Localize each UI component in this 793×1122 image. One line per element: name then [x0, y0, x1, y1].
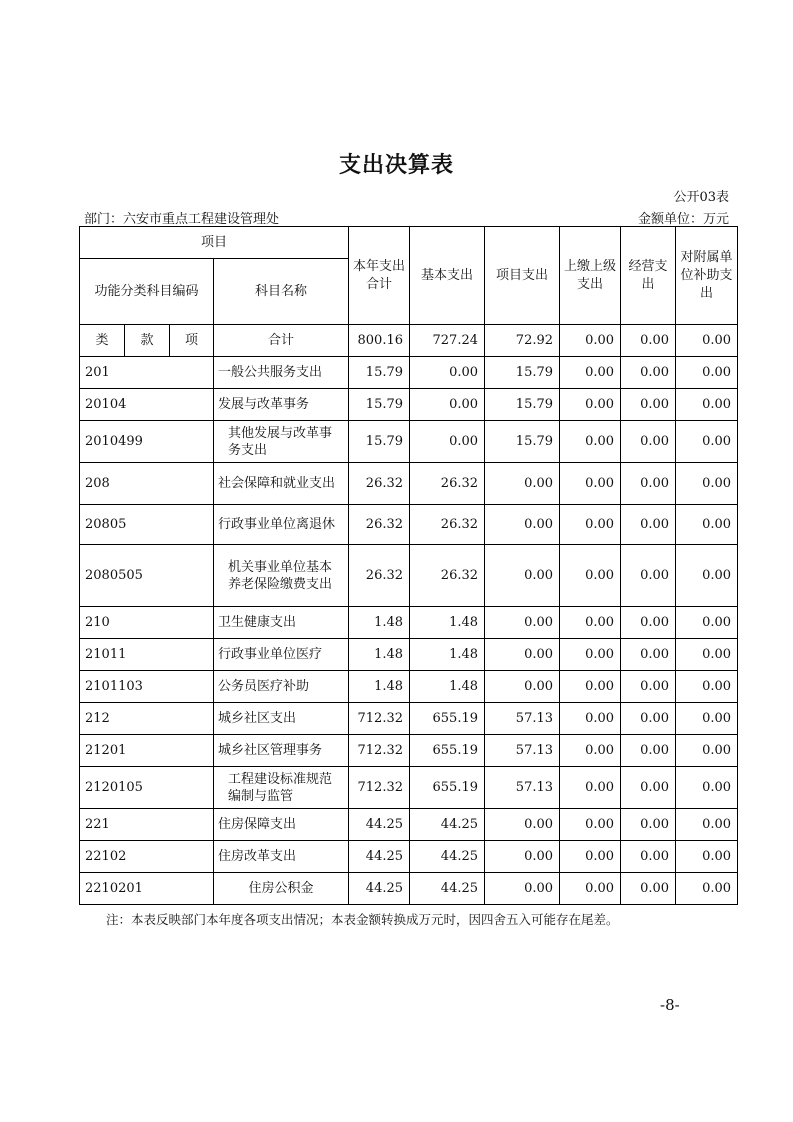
amount-cell: 0.00	[485, 639, 560, 671]
amount-cell: 0.00	[676, 671, 738, 703]
table-row	[80, 639, 738, 671]
amount-cell: 0.00	[560, 389, 621, 421]
amount-cell: 0.00	[410, 389, 485, 421]
amount-cell: 1.48	[349, 639, 410, 671]
subject-name: 社会保障和就业支出	[214, 463, 349, 505]
amount-cell: 0.00	[560, 735, 621, 767]
subject-code: 21201	[80, 735, 214, 767]
subject-code: 2080505	[80, 545, 214, 607]
amount-cell: 0.00	[676, 421, 738, 463]
amount-cell: 0.00	[676, 505, 738, 545]
subject-name: 卫生健康支出	[214, 607, 349, 639]
subject-name: 公务员医疗补助	[214, 671, 349, 703]
table-row	[80, 607, 738, 639]
total-row	[80, 325, 738, 357]
amount-cell: 1.48	[349, 607, 410, 639]
table-row	[80, 767, 738, 809]
subject-code: 221	[80, 809, 214, 841]
amount-cell: 0.00	[621, 505, 676, 545]
amount-cell: 15.79	[485, 389, 560, 421]
subject-name: 城乡社区支出	[214, 703, 349, 735]
table-row	[80, 389, 738, 421]
header-cat: 类	[80, 325, 125, 357]
amount-cell: 0.00	[560, 873, 621, 905]
table-row	[80, 703, 738, 735]
amount-cell: 0.00	[560, 463, 621, 505]
amount-cell: 0.00	[410, 357, 485, 389]
amount-cell: 44.25	[410, 809, 485, 841]
amount-cell: 0.00	[560, 767, 621, 809]
amount-cell: 712.32	[349, 735, 410, 767]
header-project-exp: 项目支出	[485, 227, 560, 325]
amount-cell: 0.00	[485, 873, 560, 905]
amount-cell: 0.00	[676, 463, 738, 505]
amount-cell: 655.19	[410, 767, 485, 809]
amount-cell: 1.48	[410, 639, 485, 671]
amount-cell: 1.48	[410, 671, 485, 703]
amount-cell: 712.32	[349, 703, 410, 735]
total-cell: 727.24	[410, 325, 485, 357]
amount-cell: 0.00	[676, 767, 738, 809]
table-note: 注：本表反映部门本年度各项支出情况；本表金额转换成万元时，因四舍五入可能存在尾差。	[106, 912, 619, 927]
subject-code: 201	[80, 357, 214, 389]
amount-cell: 15.79	[485, 421, 560, 463]
amount-cell: 0.00	[560, 809, 621, 841]
amount-cell: 0.00	[676, 639, 738, 671]
amount-cell: 0.00	[621, 463, 676, 505]
table-row	[80, 421, 738, 463]
amount-cell: 0.00	[560, 841, 621, 873]
subject-code: 20805	[80, 505, 214, 545]
subject-code: 22102	[80, 841, 214, 873]
amount-cell: 0.00	[560, 607, 621, 639]
amount-cell: 26.32	[410, 505, 485, 545]
amount-cell: 0.00	[676, 873, 738, 905]
amount-cell: 0.00	[676, 735, 738, 767]
amount-cell: 0.00	[621, 767, 676, 809]
amount-cell: 0.00	[621, 639, 676, 671]
header-subsidy: 对附属单位补助支出	[676, 227, 738, 325]
subject-code: 2120105	[80, 767, 214, 809]
header-subject-name: 科目名称	[214, 259, 349, 325]
amount-cell: 15.79	[349, 421, 410, 463]
amount-cell: 712.32	[349, 767, 410, 809]
amount-cell: 655.19	[410, 703, 485, 735]
subject-code: 212	[80, 703, 214, 735]
subject-name: 发展与改革事务	[214, 389, 349, 421]
table-row	[80, 671, 738, 703]
subject-name: 城乡社区管理事务	[214, 735, 349, 767]
amount-cell: 0.00	[560, 505, 621, 545]
amount-cell: 0.00	[485, 671, 560, 703]
amount-cell: 57.13	[485, 703, 560, 735]
amount-cell: 655.19	[410, 735, 485, 767]
total-cell: 0.00	[621, 325, 676, 357]
amount-cell: 0.00	[676, 809, 738, 841]
subject-name: 行政事业单位医疗	[214, 639, 349, 671]
subject-name: 机关事业单位基本养老保险缴费支出	[214, 545, 349, 607]
amount-cell: 0.00	[410, 421, 485, 463]
amount-cell: 0.00	[485, 505, 560, 545]
amount-cell: 0.00	[560, 639, 621, 671]
amount-cell: 26.32	[349, 463, 410, 505]
header-upper: 上缴上级支出	[560, 227, 621, 325]
amount-cell: 0.00	[676, 607, 738, 639]
amount-cell: 0.00	[621, 671, 676, 703]
header-func-code: 功能分类科目编码	[80, 259, 214, 325]
table-row	[80, 357, 738, 389]
amount-cell: 0.00	[621, 841, 676, 873]
amount-cell: 0.00	[560, 703, 621, 735]
amount-cell: 0.00	[560, 357, 621, 389]
table-row	[80, 873, 738, 905]
table-row	[80, 545, 738, 607]
subject-code: 2010499	[80, 421, 214, 463]
department-label: 部门：六安市重点工程建设管理处	[84, 212, 280, 227]
amount-cell: 0.00	[621, 545, 676, 607]
table-row	[80, 735, 738, 767]
subject-name: 住房公积金	[214, 873, 349, 905]
amount-cell: 0.00	[485, 545, 560, 607]
subject-name: 工程建设标准规范编制与监管	[214, 767, 349, 809]
amount-cell: 0.00	[621, 607, 676, 639]
amount-cell: 0.00	[676, 545, 738, 607]
amount-unit-label: 金额单位：万元	[637, 212, 729, 227]
amount-cell: 0.00	[621, 389, 676, 421]
subject-code: 2210201	[80, 873, 214, 905]
amount-cell: 0.00	[560, 545, 621, 607]
amount-cell: 0.00	[621, 357, 676, 389]
amount-cell: 26.32	[349, 505, 410, 545]
subject-name: 住房改革支出	[214, 841, 349, 873]
amount-cell: 26.32	[349, 545, 410, 607]
amount-cell: 44.25	[410, 873, 485, 905]
table-row	[80, 809, 738, 841]
amount-cell: 1.48	[410, 607, 485, 639]
table-row	[80, 841, 738, 873]
amount-cell: 0.00	[621, 873, 676, 905]
amount-cell: 0.00	[560, 421, 621, 463]
page-title: 支出决算表	[338, 152, 454, 178]
header-total: 本年支出合计	[349, 227, 410, 325]
amount-cell: 0.00	[485, 809, 560, 841]
table-row	[80, 505, 738, 545]
table-number: 公开03表	[673, 190, 729, 205]
subject-code: 2101103	[80, 671, 214, 703]
amount-cell: 26.32	[410, 545, 485, 607]
subject-name: 一般公共服务支出	[214, 357, 349, 389]
table-row	[80, 463, 738, 505]
amount-cell: 0.00	[621, 809, 676, 841]
total-cell: 72.92	[485, 325, 560, 357]
subject-name: 行政事业单位离退休	[214, 505, 349, 545]
header-project: 项目	[80, 227, 349, 259]
header-section: 款	[125, 325, 170, 357]
amount-cell: 15.79	[349, 389, 410, 421]
total-cell: 800.16	[349, 325, 410, 357]
subject-name: 其他发展与改革事务支出	[214, 421, 349, 463]
amount-cell: 44.25	[349, 873, 410, 905]
subject-name: 住房保障支出	[214, 809, 349, 841]
amount-cell: 26.32	[410, 463, 485, 505]
amount-cell: 44.25	[349, 841, 410, 873]
header-business: 经营支出	[621, 227, 676, 325]
total-cell: 0.00	[676, 325, 738, 357]
amount-cell: 15.79	[485, 357, 560, 389]
amount-cell: 0.00	[676, 703, 738, 735]
amount-cell: 0.00	[676, 841, 738, 873]
amount-cell: 1.48	[349, 671, 410, 703]
total-label: 合计	[214, 325, 349, 357]
amount-cell: 0.00	[621, 421, 676, 463]
page-number: -8-	[660, 996, 680, 1014]
subject-code: 210	[80, 607, 214, 639]
amount-cell: 0.00	[485, 463, 560, 505]
amount-cell: 0.00	[621, 735, 676, 767]
expenditure-table	[79, 226, 738, 905]
amount-cell: 0.00	[485, 607, 560, 639]
amount-cell: 57.13	[485, 767, 560, 809]
header-basic: 基本支出	[410, 227, 485, 325]
amount-cell: 44.25	[349, 809, 410, 841]
subject-code: 20104	[80, 389, 214, 421]
amount-cell: 0.00	[676, 357, 738, 389]
amount-cell: 0.00	[621, 703, 676, 735]
amount-cell: 44.25	[410, 841, 485, 873]
amount-cell: 15.79	[349, 357, 410, 389]
amount-cell: 57.13	[485, 735, 560, 767]
subject-code: 21011	[80, 639, 214, 671]
header-item: 项	[170, 325, 214, 357]
amount-cell: 0.00	[485, 841, 560, 873]
amount-cell: 0.00	[676, 389, 738, 421]
amount-cell: 0.00	[560, 671, 621, 703]
subject-code: 208	[80, 463, 214, 505]
total-cell: 0.00	[560, 325, 621, 357]
